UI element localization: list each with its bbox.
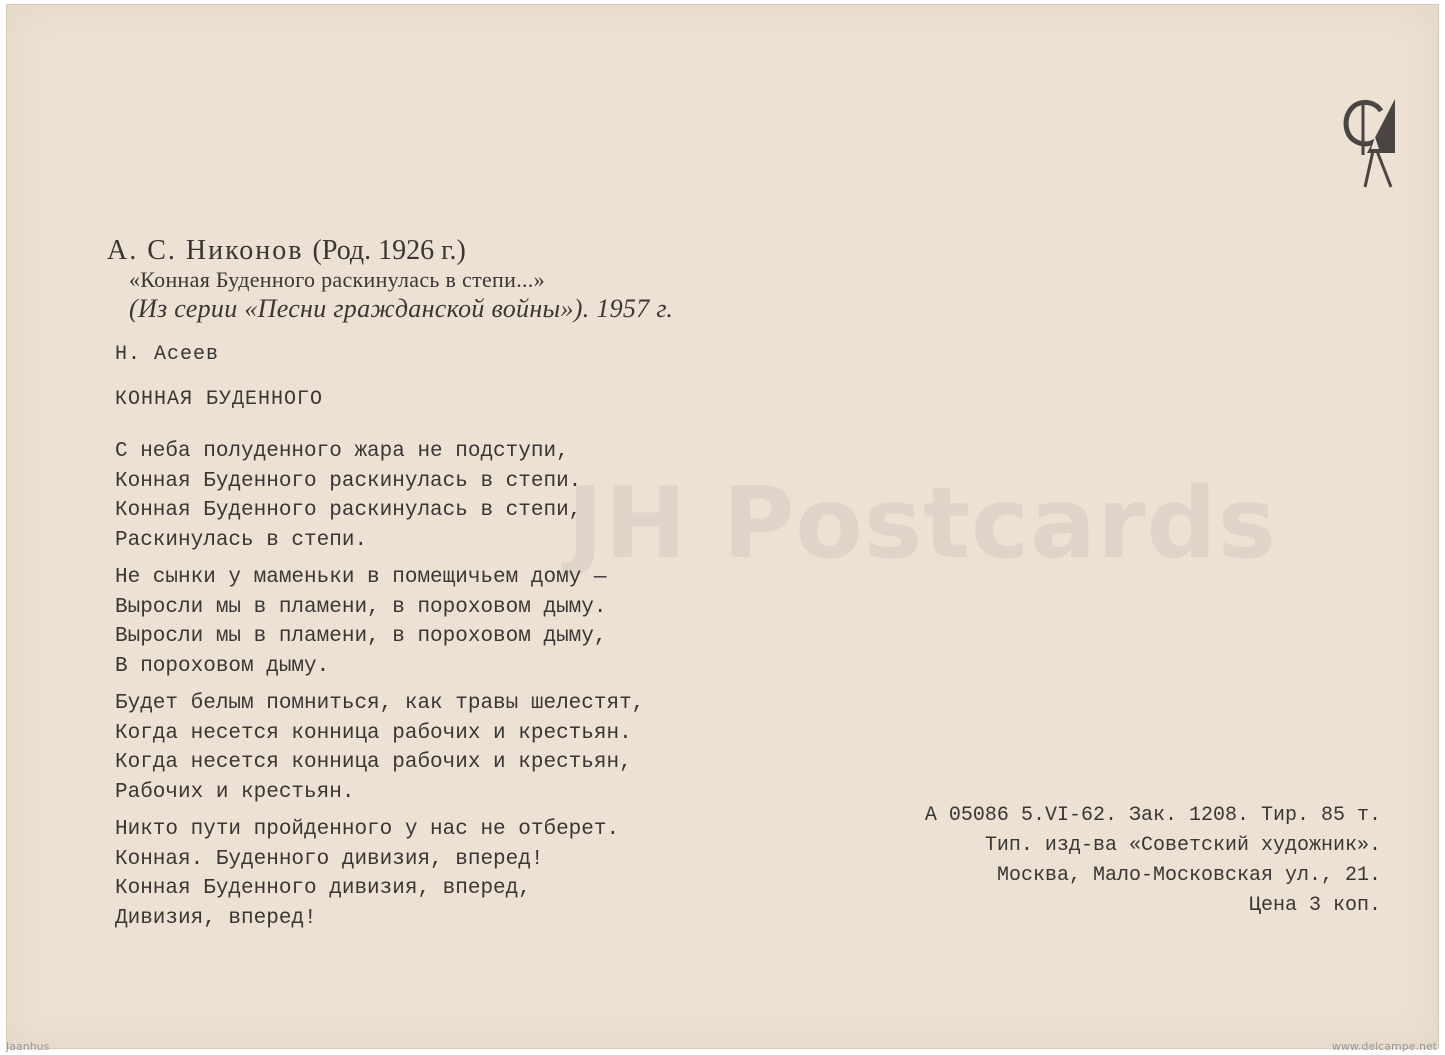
poem-line: Выросли мы в пламени, в пороховом дыму.: [115, 595, 607, 619]
watermark-text: JH Postcards: [567, 467, 1277, 581]
stanza: [115, 815, 644, 933]
imprint-line: Тип. изд-ва «Советский художник».: [984, 834, 1381, 857]
stanza: [115, 689, 644, 807]
artwork-caption: [107, 235, 907, 325]
publisher-logo: [1337, 95, 1399, 193]
artist-name-text: А. С. Никонов: [107, 235, 304, 266]
poem-line: Конная Буденного раскинулась в степи,: [115, 499, 582, 522]
poem-line: Никто пути пройденного у нас не отберет.: [115, 818, 620, 841]
poem-line: Не сынки у маменьки в помещичьем дому —: [115, 566, 607, 589]
poem-line: С неба полуденного жара не подступи,: [115, 440, 569, 463]
poet-name: Н. Асеев: [115, 343, 220, 366]
poem-line: Когда несется конница рабочих и крестьян.: [115, 721, 632, 745]
poem-line: Дивизия, вперед!: [115, 906, 317, 930]
publisher-imprint: [925, 801, 1381, 921]
poem-line: Конная. Буденного дивизия, вперед!: [115, 847, 544, 871]
poem-line: Будет белым помниться, как травы шелестят,: [115, 692, 645, 715]
imprint-line: А 05086 5.VI-62. Зак. 1208. Тир. 85 т.: [924, 804, 1381, 827]
poem-line: Рабочих и крестьян.: [115, 780, 355, 804]
imprint-price: Цена 3 коп.: [1248, 894, 1381, 917]
artwork-series: (Из серии «Песни гражданской войны»). 1957 г.: [129, 294, 674, 323]
postcard-back: [6, 4, 1439, 1049]
stanza: [115, 437, 644, 555]
stanza: [115, 563, 644, 681]
poem-line: Конная Буденного дивизия, вперед,: [115, 877, 531, 900]
artwork-title: «Конная Буденного раскинулась в степи...»: [129, 267, 545, 292]
poem-line: В пороховом дыму.: [115, 654, 330, 678]
poem-text: [115, 437, 644, 941]
source-label-left: Jaanhus: [6, 1040, 50, 1053]
song-title: КОННАЯ БУДЕННОГО: [115, 388, 324, 411]
imprint-line: Москва, Мало-Московская ул., 21.: [996, 864, 1381, 887]
source-label-right: www.delcampe.net: [1331, 1040, 1437, 1053]
artist-name: [107, 235, 907, 267]
poem-line: Выросли мы в пламени, в пороховом дыму,: [115, 625, 607, 648]
poem-line: Раскинулась в степи.: [115, 528, 368, 552]
poem-line: Когда несется конница рабочих и крестьян,: [115, 751, 632, 774]
poem-line: Конная Буденного раскинулась в степи.: [115, 469, 582, 493]
artist-born: (Род. 1926 г.): [312, 235, 466, 266]
